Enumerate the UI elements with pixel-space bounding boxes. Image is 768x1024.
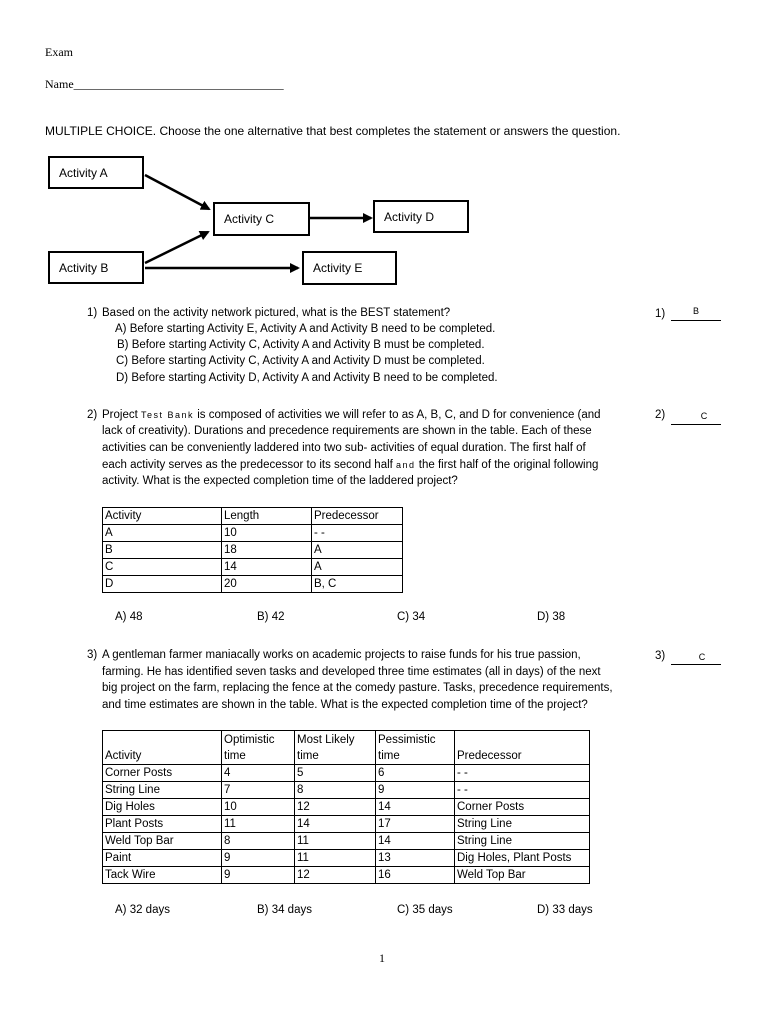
table-row: D 20 B, C xyxy=(103,576,403,593)
q3-line-3: big project on the farm, replacing the fence at the comedy pasture. Tasks, precedence requirements, xyxy=(102,682,613,694)
q2-line-4: each activity serves as the predecessor to its second half and the first half of the original following xyxy=(102,459,599,471)
table-row: Dig Holes 10 12 14 Corner Posts xyxy=(103,799,590,816)
table-row: Corner Posts 4 5 6 - - xyxy=(103,765,590,782)
q2-project-name: Test Bank xyxy=(141,410,195,420)
activity-b-box: Activity B xyxy=(48,251,144,284)
table-row: B 18 A xyxy=(103,542,403,559)
q2-answer: C xyxy=(700,411,708,421)
q1-option-a: A) Before starting Activity E, Activity A and Activity B need to be completed. xyxy=(115,323,496,335)
q3-choice-a: A) 32 days xyxy=(115,904,170,916)
q2-choice-b: B) 42 xyxy=(257,611,285,623)
q3-line-2: farming. He has identified seven tasks and developed three time estimates (all in days) of the next xyxy=(102,666,601,678)
q3-number: 3) xyxy=(87,649,98,661)
q2-line-1: Project Test Bank is composed of activities we will refer to as A, B, C, and D for convenience (and xyxy=(102,409,601,421)
q3-line-4: and time estimates are shown in the table. What is the expected completion time of the project? xyxy=(102,699,588,711)
activity-e-box: Activity E xyxy=(302,251,397,285)
activity-c-box: Activity C xyxy=(213,202,310,236)
q2-answer-line xyxy=(671,424,721,425)
q1-answer: B xyxy=(692,306,699,316)
q3-answer-line xyxy=(671,664,721,665)
q2-choice-d: D) 38 xyxy=(537,611,566,623)
table-row: A 10 - - xyxy=(103,525,403,542)
arrow-a-to-c xyxy=(145,175,209,209)
q1-option-d: D) Before starting Activity D, Activity A and Activity B need to be completed. xyxy=(116,372,498,384)
q1-answer-line xyxy=(671,320,721,321)
table-header-row: Activity Length Predecessor xyxy=(103,508,403,525)
q3-choice-b: B) 34 days xyxy=(257,904,312,916)
table-header-row: Activity Optimistic time Most Likely time Pessimistic time Predecessor xyxy=(103,731,590,765)
q3-choice-d: D) 33 days xyxy=(537,904,593,916)
instructions: MULTIPLE CHOICE. Choose the one alternative that best completes the statement or answers the question. xyxy=(45,124,621,138)
table-row: C 14 A xyxy=(103,559,403,576)
name-line: ___________________________________ xyxy=(73,77,284,91)
q3-answer-number: 3) xyxy=(655,650,666,662)
arrow-b-to-c xyxy=(145,232,208,263)
q1-answer-number: 1) xyxy=(655,308,666,320)
q2-table xyxy=(102,507,403,593)
q1-text: Based on the activity network pictured, what is the BEST statement? xyxy=(102,307,451,319)
q2-line-5: activity. What is the expected completion time of the laddered project? xyxy=(102,475,458,487)
q3-table xyxy=(102,730,590,884)
q1-option-b: B) Before starting Activity C, Activity A and Activity B must be completed. xyxy=(117,339,485,351)
q3-choice-c: C) 35 days xyxy=(397,904,453,916)
q3-line-1: A gentleman farmer maniacally works on academic projects to raise funds for his true passion, xyxy=(102,649,581,661)
page-number: 1 xyxy=(379,951,385,965)
q2-answer-number: 2) xyxy=(655,409,666,421)
table-row: Paint 9 11 13 Dig Holes, Plant Posts xyxy=(103,850,590,867)
activity-a-box: Activity A xyxy=(48,156,144,189)
name-label: Name xyxy=(45,77,74,91)
activity-d-box: Activity D xyxy=(373,200,469,233)
table-row: Weld Top Bar 8 11 14 String Line xyxy=(103,833,590,850)
q2-line-3: activities can be conveniently laddered into two sub- activities of equal duration. The first half of xyxy=(102,442,586,454)
q1-option-c: C) Before starting Activity C, Activity A and Activity D must be completed. xyxy=(116,355,485,367)
q2-number: 2) xyxy=(87,409,98,421)
table-row: String Line 7 8 9 - - xyxy=(103,782,590,799)
exam-label: Exam xyxy=(45,45,73,59)
q1-number: 1) xyxy=(87,307,98,319)
q2-line-2: lack of creativity). Durations and precedence requirements are shown in the table. Each of these xyxy=(102,425,592,437)
table-row: Plant Posts 11 14 17 String Line xyxy=(103,816,590,833)
table-row: Tack Wire 9 12 16 Weld Top Bar xyxy=(103,867,590,884)
q3-answer: C xyxy=(698,652,706,662)
q2-choice-c: C) 34 xyxy=(397,611,426,623)
q2-choice-a: A) 48 xyxy=(115,611,143,623)
